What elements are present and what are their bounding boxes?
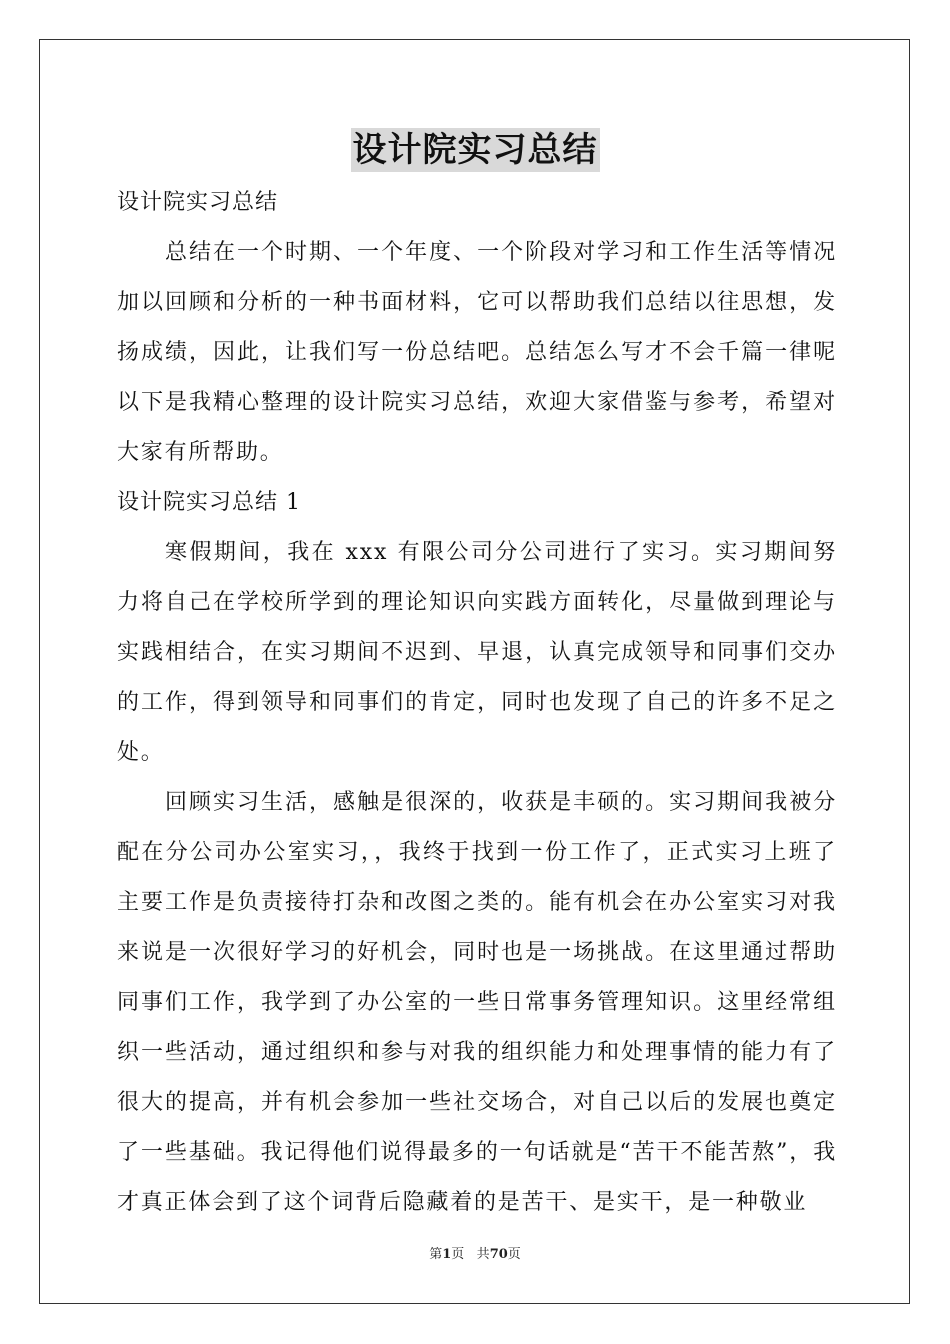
document-title: 设计院实习总结	[352, 130, 598, 170]
title-container	[0, 128, 950, 172]
body-paragraph-1: 寒假期间，我在 xxx 有限公司分公司进行了实习。实习期间努力将自己在学校所学到的理论知识向实践方面转化，尽量做到理论与实践相结合，在实习期间不迟到、早退，认真完成领导和同事们交办的工作，得到领导和同事们的肯定，同时也发现了自己的许多不足之处。	[117, 540, 837, 765]
total-pages: 70	[489, 1247, 508, 1262]
total-suffix: 页	[507, 1247, 521, 1262]
page-footer	[0, 1243, 950, 1262]
document-subtitle: 设计院实习总结	[117, 190, 279, 215]
page-suffix: 页	[451, 1247, 465, 1262]
section-heading: 设计院实习总结 1	[117, 490, 301, 515]
body-paragraph-2: 回顾实习生活，感触是很深的，收获是丰硕的。实习期间我被分配在分公司办公室实习，，我终于找到一份工作了，正式实习上班了主要工作是负责接待打杂和改图之类的。能有机会在办公室实习对我来说是一次很好学习的好机会，同时也是一场挑战。在这里通过帮助同事们工作，我学到了办公室的一些日常事务管理知识。这里经常组织一些活动，通过组织和参与对我的组织能力和处理事情的能力有了很大的提高，并有机会参加一些社交场合，对自己以后的发展也奠定了一些基础。我记得他们说得最多的一句话就是“苦干不能苦熬”，我才真正体会到了这个词背后隐藏着的是苦干、是实干，是一种敬业	[117, 790, 837, 1215]
intro-paragraph: 总结在一个时期、一个年度、一个阶段对学习和工作生活等情况加以回顾和分析的一种书面材料，它可以帮助我们总结以往思想，发扬成绩，因此，让我们写一份总结吧。总结怎么写才不会千篇一律呢以下是我精心整理的设计院实习总结，欢迎大家借鉴与参考，希望对大家有所帮助。	[117, 240, 837, 465]
total-prefix: 共	[476, 1247, 490, 1262]
document-body	[117, 178, 837, 1228]
page-number: 1	[442, 1247, 452, 1262]
page-prefix: 第	[429, 1247, 443, 1262]
